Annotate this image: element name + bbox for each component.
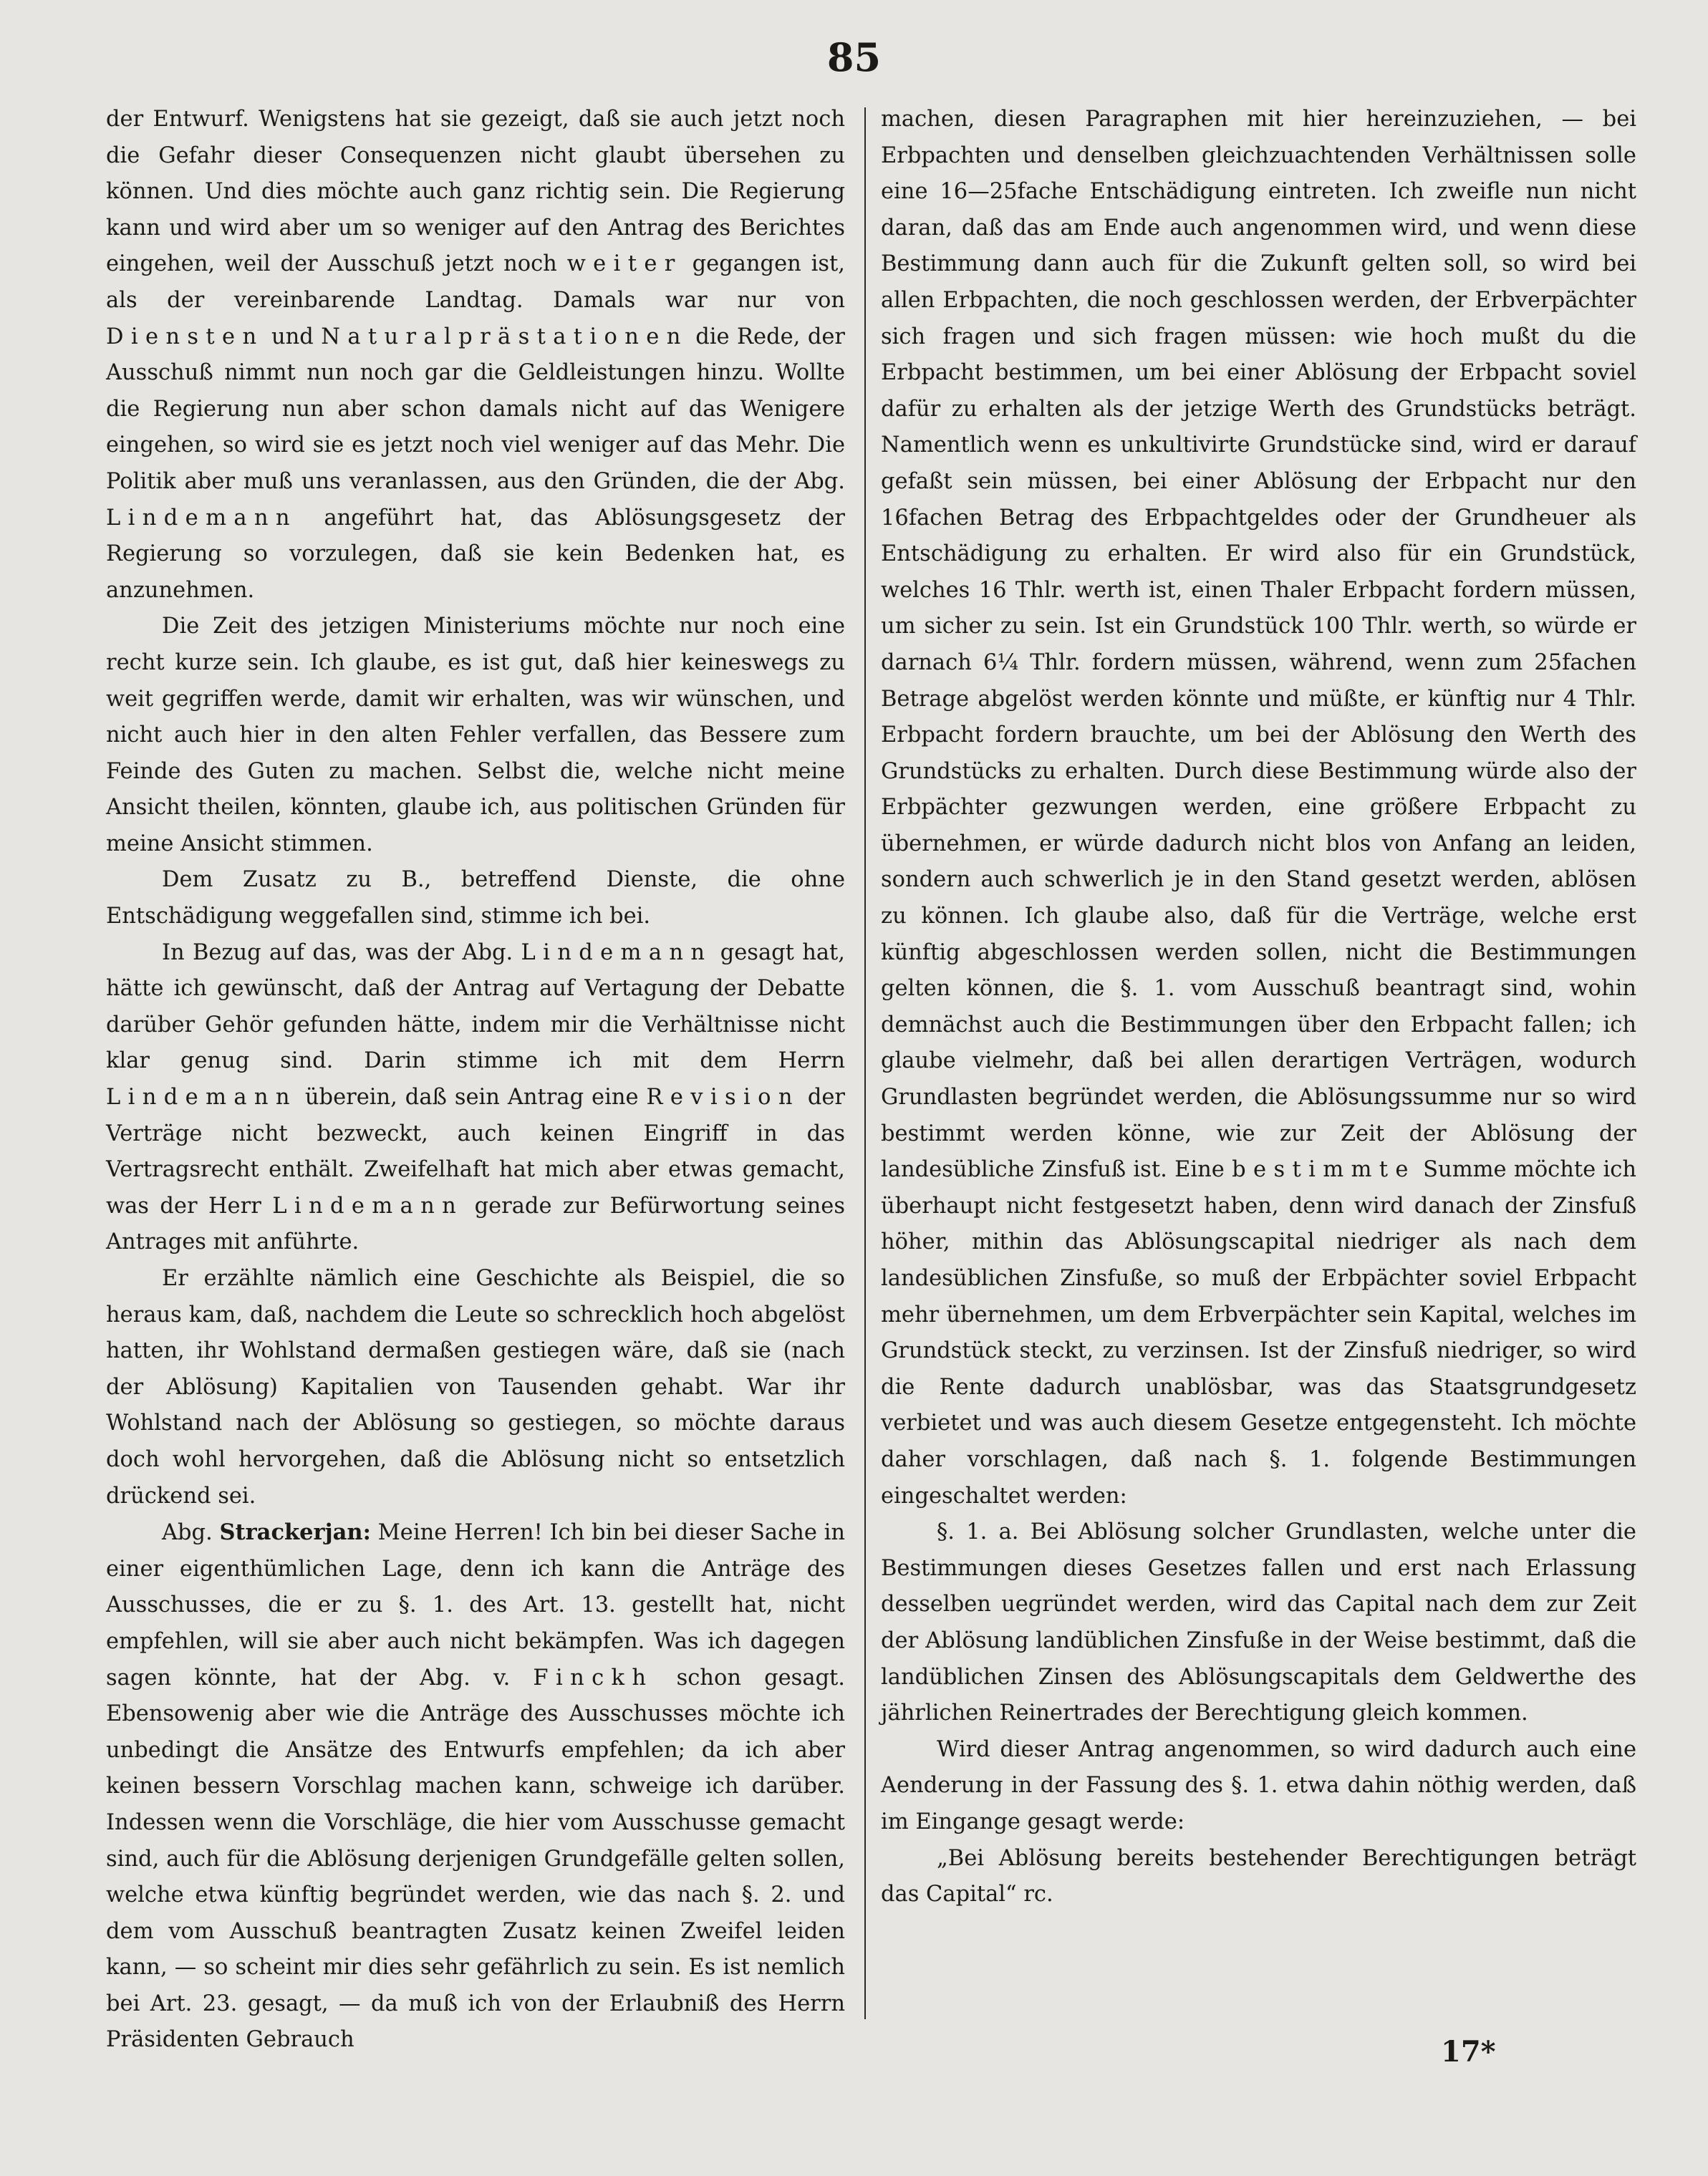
text-run: angeführt hat, das Ablösungsgesetz der Regierung so vorzulegen, daß sie kein Bedenken hat, es anzunehmen.	[106, 505, 845, 603]
spaced-name: weiter	[566, 251, 682, 277]
spaced-name: Lindemann	[106, 505, 297, 531]
text-run: Meine Herren! Ich bin bei dieser Sache in einer eigenthümlichen Lage, denn ich kann die Anträge des Ausschusses, die er zu §. 1. des Art. 13. gestellt hat, nicht empfehlen, will sie aber auch nicht bekämpfen. Was ich dagegen sagen könnte, hat der Abg. v.	[106, 1520, 845, 1691]
text-run: der Verträge nicht bezweckt, auch keinen Eingriff in das Vertragsrecht enthält. Zweifelhaft hat mich aber etwas gemacht, was der Herr	[106, 1085, 845, 1219]
paragraph	[881, 102, 1636, 1514]
text-run: Dem Zusatz zu B., betreffend Dienste, die ohne Entschädigung weggefallen sind, stimme ich bei.	[106, 867, 845, 929]
spaced-name: Lindemann	[521, 939, 713, 965]
spaced-name: Lindemann	[272, 1193, 464, 1219]
paragraph	[106, 1261, 845, 1514]
text-run: „Bei Ablösung bereits bestehender Berechtigungen beträgt das Capital“ rc.	[881, 1845, 1636, 1907]
text-run: Abg.	[162, 1520, 220, 1546]
speaker-name: Strackerjan:	[219, 1519, 371, 1546]
text-run: §. 1. a. Bei Ablösung solcher Grundlasten, welche unter die Bestimmungen dieses Gesetzes fallen und erst nach Erlassung desselben uegründet werden, wird das Capital nach dem zur Zeit der Ablösung landüblichen Zinsfuße in der Weise bestimmt, daß die landüblichen Zinsen des Ablösungscapitals dem Geldwerthe des jährlichen Reinertrades der Berechtigung gleich kommen.	[881, 1519, 1636, 1726]
left-column	[106, 102, 845, 2059]
text-run: die Rede, der Ausschuß nimmt nun noch gar die Geldleistungen hinzu. Wollte die Regierung nun aber schon damals nicht auf das Wenigere eingehen, so wird sie es jetzt noch viel weniger auf das Mehr. Die Politik aber muß uns veranlassen, aus den Gründen, die der Abg.	[106, 324, 845, 494]
signature-mark: 17*	[1441, 2035, 1496, 2069]
text-run: Die Zeit des jetzigen Ministeriums möchte nur noch eine recht kurze sein. Ich glaube, es ist gut, daß hier keineswegs zu weit gegriffen werde, damit wir erhalten, was wir wünschen, und nicht auch hier in den alten Fehler verfallen, das Bessere zum Feinde des Guten zu machen. Selbst die, welche nicht meine Ansicht theilen, könnten, glaube ich, aus politischen Gründen für meine Ansicht stimmen.	[106, 614, 845, 856]
spaced-name: Naturalprästationen	[321, 324, 688, 349]
spaced-name: Finckh	[533, 1665, 654, 1691]
text-run: gerade zur Befürwortung seines Antrages mit anführte.	[106, 1193, 845, 1255]
paragraph	[881, 1732, 1636, 1841]
spaced-name: Revision	[646, 1085, 800, 1111]
page-number: 85	[826, 34, 882, 80]
text-run: machen, diesen Paragraphen mit hier hereinzuziehen, — bei Erbpachten und denselben gleichzuachtenden Verhältnissen solle eine 16—25fache Entschädigung eintreten. Ich zweifle nun nicht daran, daß das am Ende auch angenommen wird, und wenn diese Bestimmung dann auch für die Zukunft gelten soll, so wird bei allen Erbpachten, die noch geschlossen werden, der Erbverpächter sich fragen und sich fragen müssen: wie hoch mußt du die Erbpacht bestimmen, um bei einer Ablösung der Erbpacht soviel dafür zu erhalten als der jetzige Werth des Grundstücks beträgt. Namentlich wenn es unkultivirte Grundstücke sind, wird er darauf gefaßt sein müssen, bei einer Ablösung der Erbpacht nur den 16fachen Betrag des Erbpachtgeldes oder der Grundheuer als Entschädigung zu erhalten. Er wird also für ein Grundstück, welches 16 Thlr. werth ist, einen Thaler Erbpacht fordern müssen, um sicher zu sein. Ist ein Grundstück 100 Thlr. werth, so würde er darnach 6¼ Thlr. fordern müssen, während, wenn zum 25fachen Betrage abgelöst werden könnte und müßte, er künftig nur 4 Thlr. Erbpacht fordern brauchte, um bei der Ablösung den Werth des Grundstücks zu erhalten. Durch diese Bestimmung würde also der Erbpächter gezwungen werden, eine größere Erbpacht zu übernehmen, er würde dadurch nicht blos von Anfang an leiden, sondern auch schwerlich je in den Stand gesetzt werden, ablösen zu können. Ich glaube also, daß für die Verträge, welche erst künftig abgeschlossen werden sollen, nicht die Bestimmungen gelten können, die §. 1. vom Ausschuß beantragt sind, wohin demnächst auch die Bestimmungen über den Erbpacht fallen; ich glaube vielmehr, daß bei allen derartigen Verträgen, wodurch Grundlasten begründet werden, die Ablösungssumme nur so wird bestimmt werden könne, wie zur Zeit der Ablösung der landesübliche Zinsfuß ist. Eine	[881, 107, 1636, 1183]
text-run: und	[264, 324, 322, 349]
spaced-name: bestimmte	[1232, 1157, 1416, 1183]
right-column	[881, 102, 1636, 1913]
spaced-name: Lindemann	[106, 1085, 297, 1111]
column-divider	[864, 107, 866, 2019]
text-run: schon gesagt. Ebensowenig aber wie die Anträge des Ausschusses möchte ich unbedingt die Ansätze des Entwurfs empfehlen; da ich aber keinen bessern Vorschlag machen kann, schweige ich darüber. Indessen wenn die Vorschläge, die hier vom Ausschusse gemacht sind, auch für die Ablösung derjenigen Grundgefälle gelten sollen, welche etwa künftig begründet werden, wie das nach §. 2. und dem vom Ausschuß beantragten Zusatz keinen Zweifel leiden kann, — so scheint mir dies sehr gefährlich zu sein. Es ist nemlich bei Art. 23. gesagt, — da muß ich von der Erlaubniß des Herrn Präsidenten Gebrauch	[106, 1665, 845, 2053]
paragraph	[881, 1841, 1636, 1913]
text-run: überein, daß sein Antrag eine	[296, 1085, 647, 1111]
text-run: Wird dieser Antrag angenommen, so wird dadurch auch eine Aenderung in der Fassung des §. 1. etwa dahin nöthig werden, daß im Eingange gesagt werde:	[881, 1736, 1636, 1834]
paragraph	[106, 102, 845, 609]
text-run: Summe möchte ich überhaupt nicht festgesetzt haben, denn wird danach der Zinsfuß höher, mithin das Ablösungscapital niedriger als nach dem landesüblichen Zinsfuße, so muß der Erbpächter soviel Erbpacht mehr übernehmen, um dem Erbverpächter sein Kapital, welches im Grundstück steckt, zu verzinsen. Ist der Zinsfuß niedriger, so wird die Rente dadurch unablösbar, was das Staatsgrundgesetz verbietet und was auch diesem Gesetze entgegensteht. Ich möchte daher vorschlagen, daß nach §. 1. folgende Bestimmungen eingeschaltet werden:	[881, 1157, 1636, 1509]
text-run: der Entwurf. Wenigstens hat sie gezeigt, daß sie auch jetzt noch die Gefahr dieser Consequenzen nicht glaubt übersehen zu können. Und dies möchte auch ganz richtig sein. Die Regierung kann und wird aber um so weniger auf den Antrag des Berichtes eingehen, weil der Ausschuß jetzt noch	[106, 107, 845, 277]
paragraph	[106, 935, 845, 1261]
paragraph	[881, 1514, 1636, 1732]
text-run: In Bezug auf das, was der Abg.	[162, 939, 521, 965]
paragraph	[106, 862, 845, 934]
text-run: Er erzählte nämlich eine Geschichte als Beispiel, die so heraus kam, daß, nachdem die Leute so schrecklich hoch abgelöst hatten, ihr Wohlstand dermaßen gestiegen wäre, daß sie (nach der Ablösung) Kapitalien von Tausenden gehabt. War ihr Wohlstand nach der Ablösung so gestiegen, so möchte daraus doch wohl hervorgehen, daß die Ablösung nicht so entsetzlich drückend sei.	[106, 1266, 845, 1509]
paragraph	[106, 1514, 845, 2059]
text-run: gesagt hat, hätte ich gewünscht, daß der Antrag auf Vertagung der Debatte darüber Gehör gefunden hätte, indem mir die Verhältnisse nicht klar genug sind. Darin stimme ich mit dem Herrn	[106, 939, 845, 1074]
spaced-name: Diensten	[106, 324, 264, 349]
text-run: gegangen ist, als der vereinbarende Landtag. Damals war nur von	[106, 251, 845, 313]
paragraph	[106, 609, 845, 862]
